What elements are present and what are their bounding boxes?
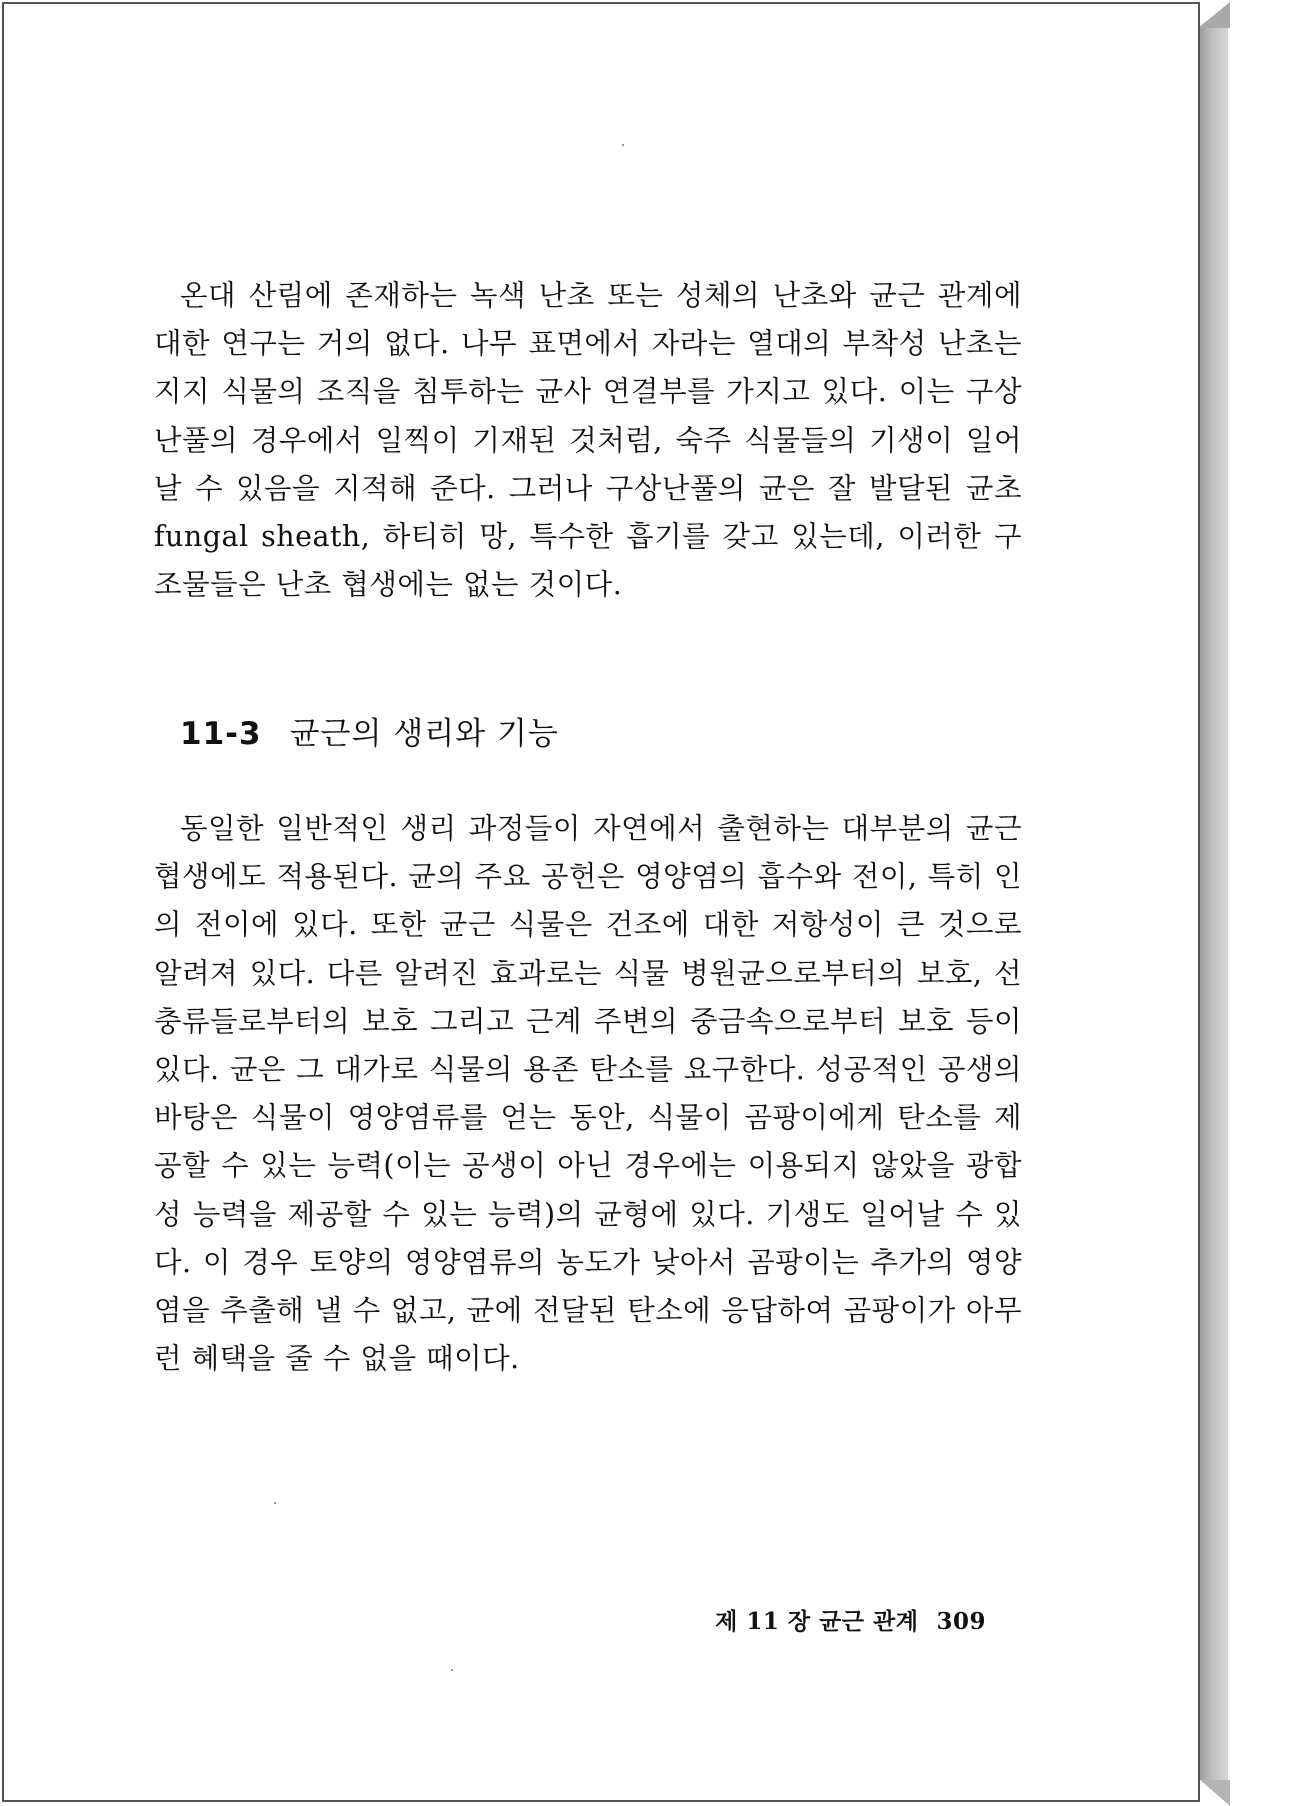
scan-speck bbox=[622, 144, 624, 146]
page-edge-top-corner bbox=[1198, 2, 1230, 28]
running-footer bbox=[715, 1603, 986, 1636]
body-paragraph-1 bbox=[154, 272, 1022, 609]
section-heading bbox=[180, 708, 559, 753]
footer-chapter: 제 11 장 균근 관계 bbox=[715, 1608, 919, 1635]
paragraph-text: 동일한 일반적인 생리 과정들이 자연에서 출현하는 대부분의 균근 협생에도 적용된다. 균의 주요 공헌은 영양염의 흡수와 전이, 특히 인의 전이에 있다. 또한 균근 식물은 건조에 대한 저항성이 큰 것으로 알려져 있다. 다른 알려진 효과로는 식물 병원균으로부터의 보호, 선충류들로부터의 보호 그리고 근계 주변의 중금속으로부터 보호 등이 있다. 균은 그 대가로 식물의 용존 탄소를 요구한다. 성공적인 공생의 바탕은 식물이 영양염류를 얻는 동안, 식물이 곰팡이에게 탄소를 제공할 수 있는 능력(이는 공생이 아닌 경우에는 이용되지 않았을 광합성 능력을 제공할 수 있는 능력)의 균형에 있다. 기생도 일어날 수 있다. 이 경우 토양의 영양염류의 농도가 낮아서 곰팡이는 추가의 영양염을 추출해 낼 수 없고, 균에 전달된 탄소에 응답하여 곰팡이가 아무런 혜택을 줄 수 없을 때이다. bbox=[154, 812, 1022, 1376]
scan-speck bbox=[274, 1502, 276, 1504]
page-edge-bottom-corner bbox=[1200, 1780, 1230, 1806]
scan-speck bbox=[451, 1669, 453, 1671]
body-paragraph-2 bbox=[154, 805, 1022, 1383]
section-number: 11-3 bbox=[180, 716, 262, 752]
section-title: 균근의 생리와 기능 bbox=[289, 716, 559, 752]
page-number: 309 bbox=[936, 1608, 986, 1635]
paragraph-text: 온대 산림에 존재하는 녹색 난초 또는 성체의 난초와 균근 관계에 대한 연구는 거의 없다. 나무 표면에서 자라는 열대의 부착성 난초는 지지 식물의 조직을 침투하는 균사 연결부를 가지고 있다. 이는 구상난풀의 경우에서 일찍이 기재된 것처럼, 숙주 식물들의 기생이 일어날 수 있음을 지적해 준다. 그러나 구상난풀의 균은 잘 발달된 균초 fungal sheath, 하티히 망, 특수한 흡기를 갖고 있는데, 이러한 구조물들은 난초 협생에는 없는 것이다. bbox=[154, 279, 1022, 602]
page-edge-shadow bbox=[1200, 6, 1228, 1802]
